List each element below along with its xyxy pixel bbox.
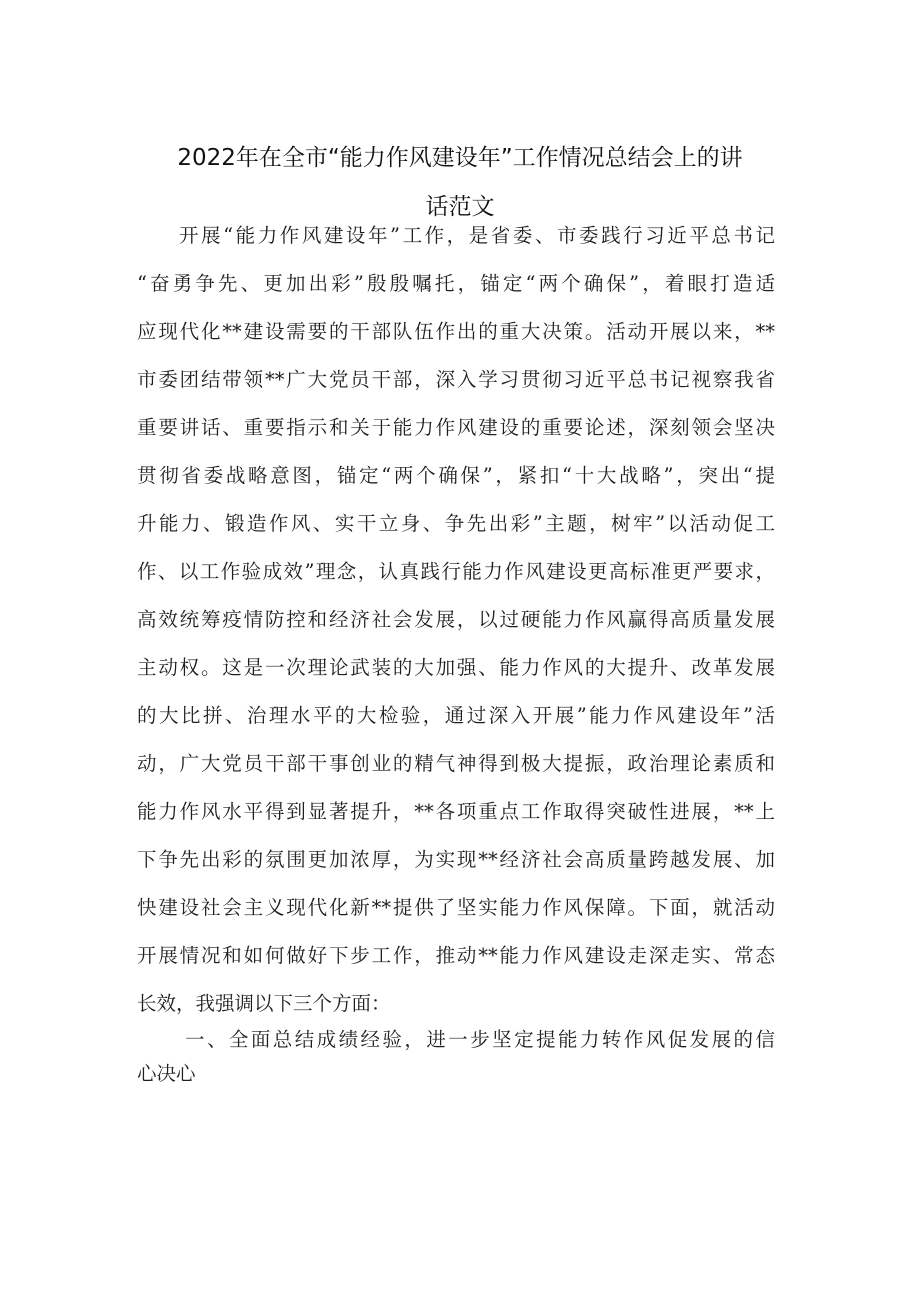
paragraph-line: 下争先出彩的氛围更加浓厚，为实现**经济社会高质量跨越发展、加	[137, 848, 775, 871]
paragraph-line: 的大比拼、治理水平的大检验，通过深入开展”能力作风建设年”活	[137, 704, 775, 727]
section-heading-line: 心决心	[137, 1062, 196, 1085]
paragraph-line: 快建设社会主义现代化新**提供了坚实能力作风保障。下面，就活动	[137, 896, 775, 919]
paragraph-line: 重要讲话、重要指示和关于能力作风建设的重要论述，深刻领会坚决	[137, 416, 775, 439]
document-title-line-2: 话范文	[425, 194, 495, 220]
section-heading-line: 一、全面总结成绩经验，进一步坚定提能力转作风促发展的信	[185, 1028, 775, 1051]
paragraph-line: 作、以工作验成效”理念，认真践行能力作风建设更高标准更严要求，	[137, 560, 775, 583]
paragraph-line: 开展情况和如何做好下步工作，推动**能力作风建设走深走实、常态	[137, 944, 775, 967]
paragraph-line: 应现代化**建设需要的干部队伍作出的重大决策。活动开展以来，**	[137, 320, 775, 343]
paragraph-line: 主动权。这是一次理论武装的大加强、能力作风的大提升、改革发展	[137, 656, 775, 679]
paragraph-line: 高效统筹疫情防控和经济社会发展，以过硬能力作风赢得高质量发展	[137, 608, 775, 631]
paragraph-line: 市委团结带领**广大党员干部，深入学习贯彻习近平总书记视察我省	[137, 368, 775, 391]
paragraph-line: 开展“能力作风建设年”工作，是省委、市委践行习近平总书记	[179, 224, 775, 247]
paragraph-line: 贯彻省委战略意图，锚定“两个确保”，紧扣“十大战略”，突出“提	[137, 464, 775, 487]
paragraph-line: 升能力、锻造作风、实干立身、争先出彩”主题，树牢”以活动促工	[137, 512, 775, 535]
paragraph-line: 能力作风水平得到显著提升，**各项重点工作取得突破性进展，**上	[137, 800, 775, 823]
paragraph-line: 长效，我强调以下三个方面：	[137, 992, 391, 1015]
paragraph-line: “奋勇争先、更加出彩”殷殷嘱托，锚定“两个确保”，着眼打造适	[137, 272, 775, 295]
document-title-line-1: 2022年在全市“能力作风建设年”工作情况总结会上的讲	[177, 145, 743, 171]
paragraph-line: 动，广大党员干部干事创业的精气神得到极大提振，政治理论素质和	[137, 752, 775, 775]
